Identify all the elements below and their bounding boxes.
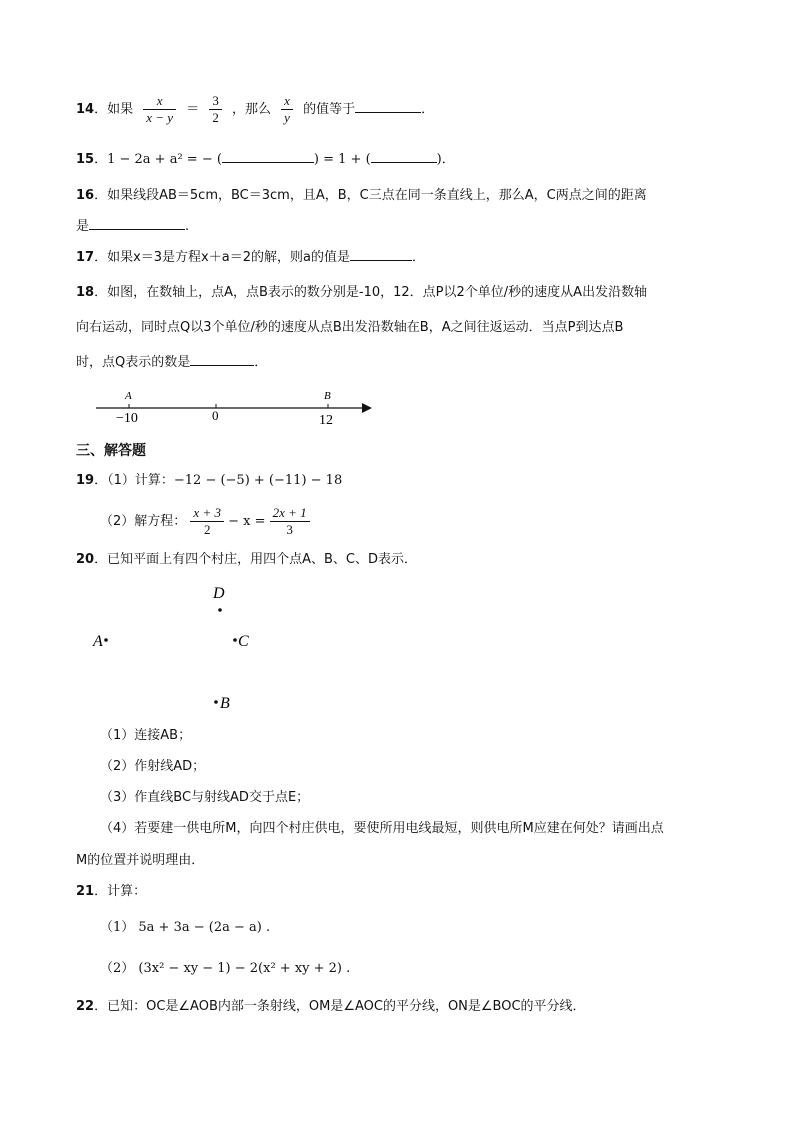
question-text: ．如果线段AB＝5cm，BC＝3cm，且A，B，C三点在同一条直线上，那么A，C两点之间的距离: [94, 188, 647, 203]
point-label-b: B: [324, 390, 331, 402]
question-17: 17．如果x＝3是方程x＋a＝2的解，则a的值是 ．: [76, 250, 425, 265]
point-c: [233, 638, 237, 642]
answer-blank[interactable]: [89, 217, 185, 230]
question-21-sub2: （2） (3x² − xy − 1) − 2(x² + xy + 2) .: [100, 961, 351, 976]
question-text: 的值等于: [303, 102, 356, 117]
equals-sign: ＝: [186, 102, 200, 117]
answer-blank[interactable]: [350, 248, 412, 261]
question-16: [76, 187, 647, 205]
question-22: [76, 998, 586, 1016]
question-21-sub1: （1） 5a + 3a − (2a − a) .: [100, 920, 271, 935]
answer-blank[interactable]: [190, 353, 254, 366]
answer-blank[interactable]: [222, 150, 314, 163]
question-text: ．已知：OC是∠AOB内部一条射线，OM是∠AOC的平分线，ON是∠BOC的平分线．: [94, 999, 586, 1014]
village-points-diagram: [88, 580, 288, 720]
answer-blank[interactable]: [355, 100, 421, 113]
fraction-x-plus-3-over-2: $\frac{x + 3}{2}$: [190, 505, 224, 538]
point-label-d: D: [213, 585, 225, 602]
question-18: [76, 284, 647, 302]
question-number: 15: [76, 152, 95, 167]
question-text: ，那么: [232, 102, 272, 117]
tick-label-12: 12: [319, 413, 333, 428]
point-b: [214, 700, 218, 704]
question-15: 15．1 − 2a + a² = − ( ) = 1 + ( )．: [76, 152, 455, 167]
question-text: ．已知平面上有四个村庄，用四个点A、B、C、D表示．: [94, 552, 417, 567]
question-text: ．如图，在数轴上，点A，点B表示的数分别是-10，12．点P以2个单位/秒的速度从A出发沿数轴: [94, 285, 648, 300]
question-19-part2: （2）解方程： $\frac{x + 3}{2}$ − x = $\frac{2x + 1}{3}$: [100, 500, 310, 544]
question-number: 19: [76, 473, 95, 488]
question-text: ．如果: [94, 102, 134, 117]
point-d: [218, 608, 222, 612]
question-number: 18: [76, 285, 95, 300]
question-18-line3: 时，点Q表示的数是 ．: [76, 355, 268, 370]
point-label-c: C: [238, 633, 249, 650]
question-number: 22: [76, 999, 95, 1014]
point-label-a: A: [125, 390, 132, 402]
fraction-x-over-y: $\frac{x}{y}$: [281, 93, 293, 126]
question-expression: −12 − (−5) + (−11) − 18: [173, 473, 343, 488]
question-number: 17: [76, 250, 95, 265]
fraction-3-over-2: $\frac{3}{2}$: [209, 93, 222, 126]
question-number: 16: [76, 188, 95, 203]
arrow-head-icon: [362, 403, 372, 413]
question-number: 21: [76, 884, 95, 899]
question-20: [76, 551, 417, 569]
question-20-sub1: （1）连接AB；: [100, 728, 192, 743]
point-label-a: A: [93, 633, 103, 650]
question-14: 14．如果 $\frac{x}{x - y}$ ＝ $\frac{3}{2}$ ，那么 $\frac{x}{y}$ 的值等于 ．: [76, 93, 435, 125]
fraction-2x-plus-1-over-3: $\frac{2x + 1}{3}$: [270, 505, 310, 538]
point-label-b: B: [220, 695, 230, 712]
question-number: 20: [76, 552, 95, 567]
answer-blank[interactable]: [371, 150, 437, 163]
question-20-sub4-line2: M的位置并说明理由．: [76, 853, 205, 868]
question-20-sub3: （3）作直线BC与射线AD交于点E；: [100, 790, 310, 805]
question-text: ．（1）计算：: [94, 473, 174, 488]
question-text: ．计算：: [94, 884, 147, 899]
number-line: [92, 382, 382, 428]
tick-label-0: 0: [212, 408, 219, 423]
question-20-sub4: （4）若要建一供电所M，向四个村庄供电，要使所用电线最短，则供电所M应建在何处？请画出点: [100, 821, 664, 836]
question-number: 14: [76, 102, 95, 117]
question-text: ．如果x＝3是方程x＋a＝2的解，则a的值是: [94, 250, 350, 265]
point-a: [104, 638, 108, 642]
question-19: [76, 472, 342, 490]
tick-label-neg10: −10: [116, 411, 138, 426]
fraction-x-over-x-minus-y: $\frac{x}{x - y}$: [143, 93, 176, 126]
question-18-line2: 向右运动，同时点Q以3个单位/秒的速度从点B出发沿数轴在B，A之间往返运动．当点P到达点B: [76, 320, 624, 335]
question-20-sub2: （2）作射线AD；: [100, 759, 206, 774]
question-expression: ．1 − 2a + a² = − (: [94, 152, 222, 167]
question-16-line2: 是 .: [76, 219, 190, 234]
question-21: [76, 883, 146, 901]
section-title: 三、解答题: [76, 443, 146, 459]
